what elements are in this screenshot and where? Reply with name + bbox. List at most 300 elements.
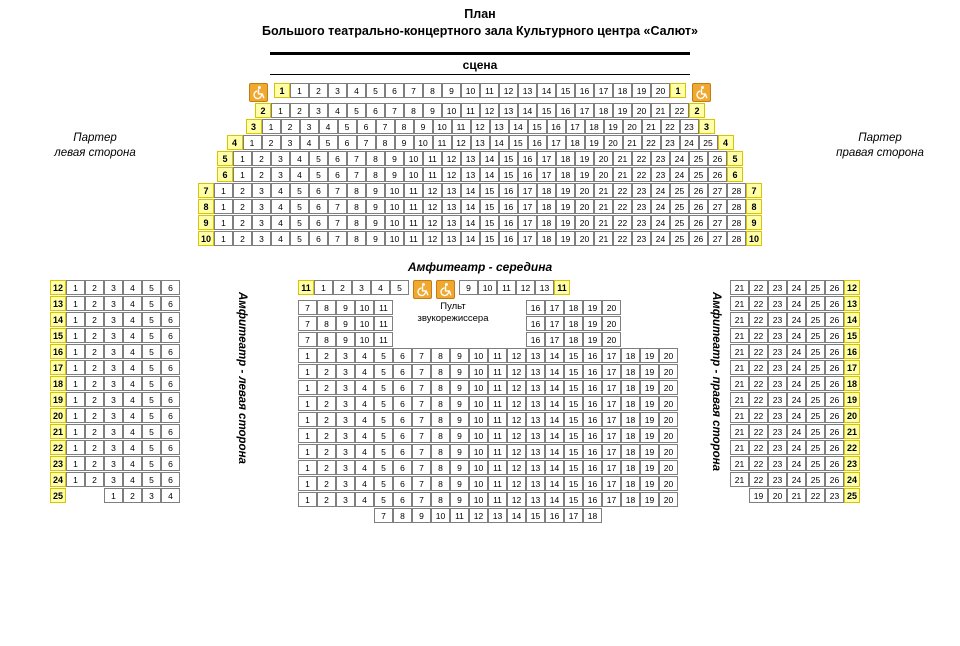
seat[interactable]: 12 — [507, 412, 526, 427]
seat[interactable]: 12 — [507, 444, 526, 459]
seat[interactable]: 4 — [347, 83, 366, 98]
wheelchair-icon[interactable] — [413, 280, 432, 299]
seat[interactable]: 4 — [355, 348, 374, 363]
seat[interactable]: 10 — [469, 428, 488, 443]
seat[interactable]: 18 — [621, 444, 640, 459]
seat[interactable]: 8 — [431, 412, 450, 427]
seat[interactable]: 10 — [461, 83, 480, 98]
seat[interactable]: 26 — [689, 199, 708, 214]
seat[interactable]: 22 — [749, 296, 768, 311]
seat[interactable]: 12 — [507, 380, 526, 395]
seat[interactable]: 18 — [564, 332, 583, 347]
seat[interactable]: 1 — [243, 135, 262, 150]
seat[interactable]: 11 — [488, 364, 507, 379]
seat[interactable]: 7 — [412, 348, 431, 363]
seat[interactable]: 14 — [545, 348, 564, 363]
seat[interactable]: 1 — [66, 280, 85, 295]
seat[interactable]: 7 — [412, 380, 431, 395]
seat[interactable]: 11 — [404, 199, 423, 214]
seat[interactable]: 17 — [518, 183, 537, 198]
seat[interactable]: 14 — [545, 460, 564, 475]
seat[interactable]: 4 — [319, 119, 338, 134]
seat[interactable]: 11 — [374, 300, 393, 315]
seat[interactable]: 18 — [556, 167, 575, 182]
seat[interactable]: 21 — [730, 440, 749, 455]
seat[interactable]: 23 — [768, 280, 787, 295]
seat[interactable]: 7 — [328, 215, 347, 230]
seat[interactable]: 4 — [355, 476, 374, 491]
seat[interactable]: 5 — [309, 151, 328, 166]
seat[interactable]: 12 — [423, 231, 442, 246]
seat[interactable]: 12 — [452, 135, 471, 150]
seat[interactable]: 16 — [583, 348, 602, 363]
seat[interactable]: 16 — [583, 444, 602, 459]
seat[interactable]: 11 — [452, 119, 471, 134]
seat[interactable]: 16 — [526, 332, 545, 347]
seat[interactable]: 20 — [659, 412, 678, 427]
seat[interactable]: 20 — [659, 380, 678, 395]
seat[interactable]: 6 — [393, 492, 412, 507]
seat[interactable]: 5 — [366, 83, 385, 98]
seat[interactable]: 4 — [123, 296, 142, 311]
seat[interactable]: 24 — [670, 151, 689, 166]
seat[interactable]: 2 — [85, 296, 104, 311]
seat[interactable]: 16 — [583, 364, 602, 379]
seat[interactable]: 1 — [104, 488, 123, 503]
seat[interactable]: 8 — [317, 332, 336, 347]
seat[interactable]: 26 — [708, 151, 727, 166]
seat[interactable]: 15 — [564, 396, 583, 411]
seat[interactable]: 2 — [85, 328, 104, 343]
seat[interactable]: 28 — [727, 215, 746, 230]
seat[interactable]: 18 — [564, 316, 583, 331]
seat[interactable]: 25 — [806, 392, 825, 407]
seat[interactable]: 1 — [233, 167, 252, 182]
seat[interactable]: 8 — [376, 135, 395, 150]
seat[interactable]: 2 — [85, 456, 104, 471]
seat[interactable]: 12 — [442, 167, 461, 182]
seat[interactable]: 18 — [621, 492, 640, 507]
seat[interactable]: 12 — [423, 215, 442, 230]
seat[interactable]: 18 — [621, 396, 640, 411]
seat[interactable]: 7 — [298, 332, 317, 347]
seat[interactable]: 1 — [66, 392, 85, 407]
seat[interactable]: 4 — [123, 408, 142, 423]
seat[interactable]: 16 — [518, 167, 537, 182]
seat[interactable]: 6 — [161, 456, 180, 471]
seat[interactable]: 2 — [317, 396, 336, 411]
seat[interactable]: 13 — [526, 476, 545, 491]
seat[interactable]: 21 — [613, 151, 632, 166]
seat[interactable]: 28 — [727, 199, 746, 214]
seat[interactable]: 16 — [556, 103, 575, 118]
seat[interactable]: 11 — [433, 135, 452, 150]
seat[interactable]: 6 — [393, 396, 412, 411]
seat[interactable]: 1 — [298, 444, 317, 459]
seat[interactable]: 12 — [507, 460, 526, 475]
seat[interactable]: 3 — [104, 376, 123, 391]
seat[interactable]: 11 — [423, 167, 442, 182]
seat[interactable]: 6 — [393, 348, 412, 363]
seat[interactable]: 3 — [104, 392, 123, 407]
seat[interactable]: 9 — [423, 103, 442, 118]
seat[interactable]: 26 — [825, 360, 844, 375]
seat[interactable]: 18 — [583, 508, 602, 523]
seat[interactable]: 4 — [123, 376, 142, 391]
seat[interactable]: 22 — [749, 392, 768, 407]
seat[interactable]: 1 — [66, 376, 85, 391]
seat[interactable]: 3 — [252, 183, 271, 198]
seat[interactable]: 6 — [357, 119, 376, 134]
seat[interactable]: 16 — [526, 300, 545, 315]
seat[interactable]: 23 — [632, 231, 651, 246]
seat[interactable]: 14 — [545, 444, 564, 459]
seat[interactable]: 25 — [806, 280, 825, 295]
seat[interactable]: 3 — [104, 360, 123, 375]
seat[interactable]: 13 — [442, 215, 461, 230]
seat[interactable]: 6 — [309, 199, 328, 214]
seat[interactable]: 3 — [271, 151, 290, 166]
seat[interactable]: 20 — [659, 460, 678, 475]
seat[interactable]: 5 — [142, 376, 161, 391]
seat[interactable]: 24 — [651, 215, 670, 230]
seat[interactable]: 15 — [564, 460, 583, 475]
seat[interactable]: 22 — [749, 376, 768, 391]
seat[interactable]: 6 — [393, 380, 412, 395]
seat[interactable]: 4 — [355, 492, 374, 507]
seat[interactable]: 23 — [680, 119, 699, 134]
seat[interactable]: 6 — [309, 215, 328, 230]
seat[interactable]: 9 — [336, 300, 355, 315]
seat[interactable]: 21 — [594, 183, 613, 198]
seat[interactable]: 24 — [651, 231, 670, 246]
seat[interactable]: 2 — [85, 472, 104, 487]
seat[interactable]: 26 — [825, 280, 844, 295]
seat[interactable]: 6 — [161, 328, 180, 343]
seat[interactable]: 17 — [602, 444, 621, 459]
seat[interactable]: 10 — [414, 135, 433, 150]
seat[interactable]: 6 — [393, 444, 412, 459]
seat[interactable]: 2 — [233, 183, 252, 198]
seat[interactable]: 25 — [806, 296, 825, 311]
seat[interactable]: 26 — [825, 424, 844, 439]
seat[interactable]: 22 — [749, 344, 768, 359]
seat[interactable]: 6 — [366, 103, 385, 118]
seat[interactable]: 25 — [806, 360, 825, 375]
seat[interactable]: 22 — [613, 215, 632, 230]
seat[interactable]: 1 — [214, 183, 233, 198]
seat[interactable]: 1 — [262, 119, 281, 134]
seat[interactable]: 10 — [469, 492, 488, 507]
seat[interactable]: 25 — [670, 199, 689, 214]
seat[interactable]: 24 — [787, 424, 806, 439]
seat[interactable]: 21 — [730, 312, 749, 327]
seat[interactable]: 1 — [298, 492, 317, 507]
seat[interactable]: 8 — [423, 83, 442, 98]
seat[interactable]: 12 — [469, 508, 488, 523]
seat[interactable]: 28 — [727, 183, 746, 198]
seat[interactable]: 8 — [431, 396, 450, 411]
seat[interactable]: 22 — [661, 119, 680, 134]
seat[interactable]: 17 — [602, 380, 621, 395]
seat[interactable]: 5 — [142, 360, 161, 375]
seat[interactable]: 9 — [450, 492, 469, 507]
seat[interactable]: 1 — [214, 215, 233, 230]
seat[interactable]: 15 — [480, 199, 499, 214]
seat[interactable]: 17 — [602, 428, 621, 443]
seat[interactable]: 19 — [640, 364, 659, 379]
seat[interactable]: 5 — [374, 364, 393, 379]
seat[interactable]: 11 — [404, 183, 423, 198]
seat[interactable]: 9 — [450, 444, 469, 459]
seat[interactable]: 5 — [319, 135, 338, 150]
seat[interactable]: 12 — [507, 492, 526, 507]
seat[interactable]: 21 — [730, 344, 749, 359]
seat[interactable]: 20 — [575, 199, 594, 214]
seat[interactable]: 11 — [404, 215, 423, 230]
seat[interactable]: 7 — [404, 83, 423, 98]
seat[interactable]: 8 — [431, 444, 450, 459]
seat[interactable]: 19 — [640, 476, 659, 491]
seat[interactable]: 10 — [469, 348, 488, 363]
seat[interactable]: 18 — [613, 83, 632, 98]
seat[interactable]: 11 — [488, 492, 507, 507]
seat[interactable]: 17 — [537, 167, 556, 182]
seat[interactable]: 21 — [730, 408, 749, 423]
seat[interactable]: 25 — [806, 456, 825, 471]
seat[interactable]: 4 — [271, 231, 290, 246]
seat[interactable]: 11 — [488, 476, 507, 491]
seat[interactable]: 4 — [123, 472, 142, 487]
seat[interactable]: 11 — [488, 460, 507, 475]
seat[interactable]: 5 — [390, 280, 409, 295]
seat[interactable]: 5 — [142, 344, 161, 359]
seat[interactable]: 14 — [545, 364, 564, 379]
seat[interactable]: 19 — [556, 199, 575, 214]
seat[interactable]: 17 — [545, 300, 564, 315]
seat[interactable]: 8 — [431, 492, 450, 507]
seat[interactable]: 3 — [104, 424, 123, 439]
seat[interactable]: 7 — [412, 396, 431, 411]
seat[interactable]: 7 — [412, 444, 431, 459]
seat[interactable]: 20 — [575, 215, 594, 230]
seat[interactable]: 27 — [708, 183, 727, 198]
seat[interactable]: 22 — [613, 199, 632, 214]
seat[interactable]: 26 — [825, 296, 844, 311]
seat[interactable]: 4 — [123, 328, 142, 343]
wheelchair-icon[interactable] — [692, 83, 711, 102]
seat[interactable]: 20 — [623, 119, 642, 134]
seat[interactable]: 10 — [442, 103, 461, 118]
seat[interactable]: 13 — [526, 348, 545, 363]
seat[interactable]: 20 — [768, 488, 787, 503]
seat[interactable]: 20 — [575, 231, 594, 246]
seat[interactable]: 18 — [537, 231, 556, 246]
seat[interactable]: 3 — [336, 428, 355, 443]
seat[interactable]: 4 — [123, 344, 142, 359]
seat[interactable]: 14 — [461, 199, 480, 214]
seat[interactable]: 4 — [123, 424, 142, 439]
seat[interactable]: 2 — [317, 444, 336, 459]
seat[interactable]: 2 — [85, 408, 104, 423]
seat[interactable]: 6 — [393, 364, 412, 379]
seat[interactable]: 3 — [352, 280, 371, 295]
seat[interactable]: 26 — [825, 312, 844, 327]
seat[interactable]: 11 — [423, 151, 442, 166]
seat[interactable]: 9 — [385, 167, 404, 182]
seat[interactable]: 7 — [347, 167, 366, 182]
seat[interactable]: 12 — [507, 348, 526, 363]
seat[interactable]: 6 — [328, 151, 347, 166]
seat[interactable]: 18 — [594, 103, 613, 118]
seat[interactable]: 23 — [825, 488, 844, 503]
seat[interactable]: 14 — [461, 231, 480, 246]
seat[interactable]: 9 — [442, 83, 461, 98]
seat[interactable]: 15 — [526, 508, 545, 523]
seat[interactable]: 1 — [271, 103, 290, 118]
seat[interactable]: 19 — [640, 396, 659, 411]
seat[interactable]: 16 — [583, 412, 602, 427]
seat[interactable]: 3 — [336, 476, 355, 491]
seat[interactable]: 22 — [749, 408, 768, 423]
seat[interactable]: 2 — [309, 83, 328, 98]
seat[interactable]: 23 — [768, 296, 787, 311]
seat[interactable]: 24 — [787, 280, 806, 295]
seat[interactable]: 14 — [545, 396, 564, 411]
seat[interactable]: 7 — [412, 476, 431, 491]
seat[interactable]: 16 — [583, 492, 602, 507]
seat[interactable]: 13 — [526, 444, 545, 459]
seat[interactable]: 24 — [651, 199, 670, 214]
seat[interactable]: 23 — [768, 456, 787, 471]
seat[interactable]: 24 — [670, 167, 689, 182]
seat[interactable]: 4 — [123, 440, 142, 455]
seat[interactable]: 6 — [393, 428, 412, 443]
seat[interactable]: 20 — [659, 348, 678, 363]
seat[interactable]: 8 — [431, 428, 450, 443]
seat[interactable]: 25 — [699, 135, 718, 150]
seat[interactable]: 20 — [602, 316, 621, 331]
seat[interactable]: 6 — [161, 312, 180, 327]
seat[interactable]: 22 — [749, 280, 768, 295]
seat[interactable]: 18 — [621, 460, 640, 475]
seat[interactable]: 16 — [499, 183, 518, 198]
seat[interactable]: 15 — [537, 103, 556, 118]
seat[interactable]: 25 — [689, 167, 708, 182]
seat[interactable]: 17 — [602, 460, 621, 475]
seat[interactable]: 6 — [161, 376, 180, 391]
seat[interactable]: 3 — [252, 215, 271, 230]
seat[interactable]: 13 — [526, 412, 545, 427]
seat[interactable]: 10 — [385, 215, 404, 230]
seat[interactable]: 23 — [768, 440, 787, 455]
seat[interactable]: 9 — [450, 396, 469, 411]
seat[interactable]: 13 — [535, 280, 554, 295]
seat[interactable]: 12 — [423, 183, 442, 198]
seat[interactable]: 5 — [374, 396, 393, 411]
seat[interactable]: 3 — [104, 472, 123, 487]
seat[interactable]: 14 — [518, 103, 537, 118]
seat[interactable]: 7 — [298, 316, 317, 331]
seat[interactable]: 18 — [621, 348, 640, 363]
seat[interactable]: 14 — [509, 119, 528, 134]
seat[interactable]: 11 — [488, 428, 507, 443]
seat[interactable]: 2 — [233, 199, 252, 214]
seat[interactable]: 4 — [355, 460, 374, 475]
seat[interactable]: 7 — [385, 103, 404, 118]
seat[interactable]: 5 — [142, 296, 161, 311]
seat[interactable]: 14 — [461, 183, 480, 198]
seat[interactable]: 20 — [604, 135, 623, 150]
seat[interactable]: 3 — [271, 167, 290, 182]
seat[interactable]: 10 — [469, 460, 488, 475]
seat[interactable]: 19 — [575, 167, 594, 182]
seat[interactable]: 3 — [336, 492, 355, 507]
seat[interactable]: 6 — [393, 460, 412, 475]
seat[interactable]: 15 — [564, 348, 583, 363]
seat[interactable]: 9 — [395, 135, 414, 150]
seat[interactable]: 5 — [374, 412, 393, 427]
seat[interactable]: 15 — [564, 412, 583, 427]
seat[interactable]: 8 — [393, 508, 412, 523]
seat[interactable]: 19 — [640, 348, 659, 363]
seat[interactable]: 23 — [661, 135, 680, 150]
seat[interactable]: 25 — [806, 312, 825, 327]
seat[interactable]: 13 — [526, 364, 545, 379]
seat[interactable]: 1 — [214, 199, 233, 214]
seat[interactable]: 20 — [602, 300, 621, 315]
seat[interactable]: 8 — [317, 316, 336, 331]
seat[interactable]: 2 — [85, 376, 104, 391]
seat[interactable]: 15 — [564, 364, 583, 379]
seat[interactable]: 1 — [66, 344, 85, 359]
seat[interactable]: 11 — [450, 508, 469, 523]
seat[interactable]: 17 — [537, 151, 556, 166]
seat[interactable]: 17 — [575, 103, 594, 118]
seat[interactable]: 1 — [214, 231, 233, 246]
seat[interactable]: 3 — [309, 103, 328, 118]
seat[interactable]: 6 — [328, 167, 347, 182]
seat[interactable]: 5 — [374, 460, 393, 475]
seat[interactable]: 9 — [450, 460, 469, 475]
seat[interactable]: 2 — [85, 440, 104, 455]
seat[interactable]: 13 — [461, 167, 480, 182]
seat[interactable]: 13 — [442, 199, 461, 214]
seat[interactable]: 23 — [632, 215, 651, 230]
seat[interactable]: 23 — [768, 360, 787, 375]
seat[interactable]: 9 — [450, 348, 469, 363]
seat[interactable]: 6 — [161, 472, 180, 487]
seat[interactable]: 14 — [545, 476, 564, 491]
seat[interactable]: 3 — [336, 396, 355, 411]
seat[interactable]: 22 — [749, 328, 768, 343]
seat[interactable]: 9 — [459, 280, 478, 295]
seat[interactable]: 6 — [161, 344, 180, 359]
seat[interactable]: 9 — [450, 380, 469, 395]
seat[interactable]: 26 — [825, 392, 844, 407]
seat[interactable]: 9 — [450, 428, 469, 443]
seat[interactable]: 4 — [328, 103, 347, 118]
seat[interactable]: 2 — [317, 364, 336, 379]
seat[interactable]: 6 — [338, 135, 357, 150]
seat[interactable]: 23 — [632, 183, 651, 198]
seat[interactable]: 1 — [298, 428, 317, 443]
seat[interactable]: 10 — [433, 119, 452, 134]
seat[interactable]: 13 — [442, 183, 461, 198]
seat[interactable]: 10 — [431, 508, 450, 523]
seat[interactable]: 9 — [366, 199, 385, 214]
seat[interactable]: 11 — [488, 348, 507, 363]
